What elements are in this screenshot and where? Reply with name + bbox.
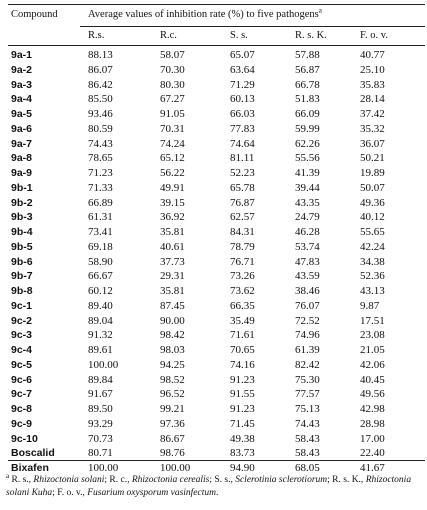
pathogen-species-name: Fusarium oxysporum vasinfectum: [87, 488, 216, 498]
inhibition-value: 97.36: [160, 417, 185, 430]
table-bottom-rule: [8, 460, 425, 461]
compound-name: 9a-9: [11, 167, 33, 179]
compound-name: 9a-1: [11, 49, 33, 61]
table-row: [8, 255, 425, 270]
inhibition-value: 66.09: [295, 108, 320, 120]
inhibition-value: 80.59: [88, 122, 113, 135]
compound-name: 9b-7: [11, 270, 33, 283]
inhibition-value: 56.22: [160, 167, 185, 179]
inhibition-value: 17.00: [360, 432, 385, 445]
inhibition-value: 86.67: [160, 432, 185, 445]
inhibition-value: 37.73: [160, 255, 185, 268]
inhibition-value: 87.45: [160, 299, 185, 312]
table-row: [8, 151, 425, 166]
table-row: [8, 48, 425, 63]
inhibition-value: 69.18: [88, 240, 113, 253]
inhibition-value: 19.89: [360, 167, 385, 179]
compound-name: 9b-5: [11, 240, 33, 253]
inhibition-value: 81.11: [230, 152, 255, 165]
compound-name: 9a-4: [11, 93, 33, 106]
table-row: [8, 343, 425, 358]
inhibition-value: 70.73: [88, 432, 113, 445]
inhibition-value: 35.32: [360, 122, 385, 135]
inhibition-value: 42.24: [360, 240, 385, 253]
inhibition-value: 17.51: [360, 314, 385, 327]
inhibition-value: 89.04: [88, 314, 113, 327]
inhibition-value: 98.03: [160, 344, 185, 356]
inhibition-value: 73.26: [230, 270, 255, 283]
inhibition-value: 94.90: [230, 462, 255, 474]
compound-name: 9a-6: [11, 122, 33, 135]
inhibition-value: 41.39: [295, 167, 320, 179]
inhibition-value: 57.88: [295, 49, 320, 61]
inhibition-value: 83.73: [230, 447, 255, 460]
inhibition-value: 74.24: [160, 137, 185, 150]
inhibition-value: 85.50: [88, 93, 113, 106]
inhibition-value: 37.42: [360, 108, 385, 120]
inhibition-value: 43.59: [295, 270, 320, 283]
compound-name: 9c-7: [11, 388, 33, 401]
header-bottom-rule: [8, 45, 425, 46]
inhibition-value: 100.00: [160, 462, 191, 474]
inhibition-value: 43.35: [295, 196, 320, 209]
inhibition-value: 93.46: [88, 108, 113, 120]
inhibition-value: 21.05: [360, 344, 385, 356]
inhibition-value: 70.31: [160, 122, 185, 135]
inhibition-value: 65.07: [230, 49, 255, 61]
inhibition-value: 78.65: [88, 152, 113, 165]
inhibition-value: 58.90: [88, 255, 113, 268]
pathogen-species-name: Rhizoctonia cerealis: [131, 475, 210, 485]
compound-name: 9b-6: [11, 255, 33, 268]
table-row: [8, 210, 425, 225]
table-row: [8, 92, 425, 107]
inhibition-value: 93.29: [88, 417, 113, 430]
compound-name: 9a-5: [11, 108, 33, 120]
compound-name: 9c-4: [11, 344, 33, 356]
inhibition-value: 36.92: [160, 211, 185, 224]
table-row: [8, 417, 425, 432]
inhibition-value: 40.61: [160, 240, 185, 253]
table-row: [8, 402, 425, 417]
inhibition-value: 86.07: [88, 63, 113, 76]
inhibition-value: 22.40: [360, 447, 385, 460]
inhibition-value: 99.21: [160, 403, 185, 415]
inhibition-value: 42.06: [360, 358, 385, 371]
inhibition-value: 76.87: [230, 196, 255, 209]
inhibition-value: 80.71: [88, 447, 113, 460]
inhibition-value: 98.76: [160, 447, 185, 460]
table-header: [8, 6, 425, 24]
column-header-rsk: R. s. K.: [295, 30, 327, 41]
inhibition-value: 49.38: [230, 432, 255, 445]
footnote-text: ; F. o. v.,: [52, 488, 88, 498]
table-row: [8, 358, 425, 373]
column-header-ss: S. s.: [230, 30, 248, 41]
inhibition-value: 59.99: [295, 122, 320, 135]
inhibition-value: 35.81: [160, 285, 185, 297]
table-row: [8, 299, 425, 314]
table-row: [8, 181, 425, 196]
inhibition-value: 52.23: [230, 167, 255, 179]
column-header-fov: F. o. v.: [360, 30, 388, 41]
inhibition-value: 23.08: [360, 329, 385, 342]
inhibition-value: 89.50: [88, 403, 113, 415]
inhibition-value: 71.29: [230, 78, 255, 91]
inhibition-value: 75.30: [295, 373, 320, 386]
inhibition-value: 100.00: [88, 462, 119, 474]
table-row: [8, 446, 425, 461]
inhibition-value: 63.64: [230, 63, 255, 76]
inhibition-value: 74.43: [88, 137, 113, 150]
inhibition-value: 65.78: [230, 181, 255, 194]
inhibition-value: 39.15: [160, 196, 185, 209]
compound-name: 9b-2: [11, 196, 33, 209]
inhibition-value: 70.65: [230, 344, 255, 356]
inhibition-value: 43.13: [360, 285, 385, 297]
inhibition-value: 58.07: [160, 49, 185, 61]
inhibition-value: 39.44: [295, 181, 320, 194]
table-row: [8, 373, 425, 388]
compound-name: 9c-10: [11, 432, 38, 445]
inhibition-value: 25.10: [360, 63, 385, 76]
footnote-text: R. s.,: [9, 475, 34, 485]
table-row: [8, 269, 425, 284]
inhibition-value: 90.00: [160, 314, 185, 327]
inhibition-value: 76.07: [295, 299, 320, 312]
compound-name: 9c-1: [11, 299, 33, 312]
inhibition-value: 49.91: [160, 181, 185, 194]
compound-name: 9c-9: [11, 417, 33, 430]
inhibition-value: 71.61: [230, 329, 255, 342]
inhibition-value: 9.87: [360, 299, 380, 312]
inhibition-value: 66.35: [230, 299, 255, 312]
inhibition-value: 28.98: [360, 417, 385, 430]
inhibition-value: 61.39: [295, 344, 320, 356]
inhibition-value: 98.52: [160, 373, 185, 386]
table-row: [8, 196, 425, 211]
column-subheaders: [8, 29, 425, 43]
table-row: [8, 314, 425, 329]
table-row: [8, 107, 425, 122]
inhibition-value: 36.07: [360, 137, 385, 150]
inhibition-value: 91.23: [230, 403, 255, 415]
inhibition-value: 58.43: [295, 447, 320, 460]
inhibition-value: 24.79: [295, 211, 320, 224]
inhibition-value: 35.83: [360, 78, 385, 91]
inhibition-value: 74.96: [295, 329, 320, 342]
inhibition-value: 40.12: [360, 211, 385, 224]
inhibition-value: 86.42: [88, 78, 113, 91]
inhibition-value: 91.05: [160, 108, 185, 120]
column-header-rs: R.s.: [88, 30, 105, 41]
inhibition-value: 66.03: [230, 108, 255, 120]
compound-header: Compound: [11, 9, 58, 20]
inhibition-value: 29.31: [160, 270, 185, 283]
footnote-text: ; R. c.,: [104, 475, 132, 485]
inhibition-value: 28.14: [360, 93, 385, 106]
inhibition-value: 76.71: [230, 255, 255, 268]
avg-header: [88, 6, 322, 24]
table-footnote: [6, 471, 423, 500]
compound-name: 9c-3: [11, 329, 33, 342]
inhibition-value: 49.56: [360, 388, 385, 401]
table-row: [8, 284, 425, 299]
inhibition-value: 100.00: [88, 358, 119, 371]
inhibition-value: 78.79: [230, 240, 255, 253]
footnote-mark: a: [6, 471, 10, 480]
avg-header-footnote-mark: a: [318, 6, 322, 15]
table-body: [8, 48, 425, 476]
inhibition-value: 74.64: [230, 137, 255, 150]
table-top-rule: [8, 4, 425, 5]
inhibition-value: 66.78: [295, 78, 320, 91]
inhibition-value: 35.49: [230, 314, 255, 327]
inhibition-value: 62.57: [230, 211, 255, 224]
inhibition-value: 53.74: [295, 240, 320, 253]
inhibition-value: 66.67: [88, 270, 113, 283]
compound-name: 9a-7: [11, 137, 33, 150]
inhibition-value: 66.89: [88, 196, 113, 209]
inhibition-value: 89.84: [88, 373, 113, 386]
inhibition-value: 82.42: [295, 358, 320, 371]
inhibition-value: 91.67: [88, 388, 113, 401]
footnote-text: .: [216, 488, 219, 498]
table-row: [8, 63, 425, 78]
table-row: [8, 122, 425, 137]
compound-name: 9c-8: [11, 403, 33, 415]
inhibition-value: 40.77: [360, 49, 385, 61]
inhibition-value: 42.98: [360, 403, 385, 415]
compound-name: 9c-6: [11, 373, 33, 386]
inhibition-value: 71.33: [88, 181, 113, 194]
inhibition-value: 77.57: [295, 388, 320, 401]
pathogen-species-name: Rhizoctonia solani Kuha: [6, 475, 412, 498]
compound-name: 9b-4: [11, 226, 33, 238]
inhibition-value: 96.52: [160, 388, 185, 401]
column-header-rc: R.c.: [160, 30, 177, 41]
inhibition-value: 56.87: [295, 63, 320, 76]
inhibition-value: 89.40: [88, 299, 113, 312]
inhibition-value: 41.67: [360, 462, 385, 474]
inhibition-value: 91.23: [230, 373, 255, 386]
inhibition-value: 74.16: [230, 358, 255, 371]
inhibition-value: 62.26: [295, 137, 320, 150]
table-row: [8, 225, 425, 240]
inhibition-value: 50.21: [360, 152, 385, 165]
inhibition-value: 38.46: [295, 285, 320, 297]
compound-name: 9b-8: [11, 285, 33, 297]
table-row: [8, 387, 425, 402]
inhibition-value: 65.12: [160, 152, 185, 165]
pathogen-species-name: Rhizoctonia solani: [33, 475, 105, 485]
compound-name: 9a-2: [11, 63, 33, 76]
avg-header-text: Average values of inhibition rate (%) to five pathogens: [88, 9, 319, 20]
inhibition-value: 77.83: [230, 122, 255, 135]
compound-name: 9b-3: [11, 211, 33, 224]
subheader-rule: [80, 26, 425, 27]
table-row: [8, 137, 425, 152]
footnote-text: ; S. s.,: [209, 475, 236, 485]
compound-name: 9a-8: [11, 152, 33, 165]
inhibition-value: 35.81: [160, 226, 185, 238]
table-row: [8, 166, 425, 181]
inhibition-value: 49.36: [360, 196, 385, 209]
inhibition-value: 40.45: [360, 373, 385, 386]
table-row: [8, 240, 425, 255]
compound-name: Boscalid: [11, 447, 55, 460]
inhibition-value: 73.41: [88, 226, 113, 238]
inhibition-value: 58.43: [295, 432, 320, 445]
inhibition-value: 60.12: [88, 285, 113, 297]
inhibition-value: 72.52: [295, 314, 320, 327]
inhibition-value: 71.45: [230, 417, 255, 430]
inhibition-value: 73.62: [230, 285, 255, 297]
pathogen-species-name: Sclerotinia sclerotiorum: [235, 475, 328, 485]
inhibition-value: 55.65: [360, 226, 385, 238]
inhibition-value: 89.61: [88, 344, 113, 356]
inhibition-value: 51.83: [295, 93, 320, 106]
compound-name: 9c-2: [11, 314, 33, 327]
table-row: [8, 432, 425, 447]
table-row: [8, 78, 425, 93]
inhibition-value: 34.38: [360, 255, 385, 268]
inhibition-value: 50.07: [360, 181, 385, 194]
compound-name: 9a-3: [11, 78, 33, 91]
inhibition-value: 60.13: [230, 93, 255, 106]
inhibition-value: 70.30: [160, 63, 185, 76]
inhibition-value: 75.13: [295, 403, 320, 415]
inhibition-value: 61.31: [88, 211, 113, 224]
inhibition-value: 55.56: [295, 152, 320, 165]
inhibition-value: 84.31: [230, 226, 255, 238]
inhibition-value: 91.32: [88, 329, 113, 342]
inhibition-value: 68.05: [295, 462, 320, 474]
inhibition-value: 67.27: [160, 93, 185, 106]
inhibition-value: 52.36: [360, 270, 385, 283]
compound-name: Bixafen: [11, 462, 49, 474]
inhibition-value: 94.25: [160, 358, 185, 371]
compound-name: 9c-5: [11, 358, 33, 371]
inhibition-value: 80.30: [160, 78, 185, 91]
inhibition-value: 47.83: [295, 255, 320, 268]
footnote-text: ; R. s. K.,: [327, 475, 366, 485]
table-row: [8, 328, 425, 343]
inhibition-value: 71.23: [88, 167, 113, 179]
inhibition-value: 88.13: [88, 49, 113, 61]
inhibition-value: 74.43: [295, 417, 320, 430]
inhibition-value: 98.42: [160, 329, 185, 342]
inhibition-value: 91.55: [230, 388, 255, 401]
inhibition-value: 46.28: [295, 226, 320, 238]
compound-name: 9b-1: [11, 181, 33, 194]
